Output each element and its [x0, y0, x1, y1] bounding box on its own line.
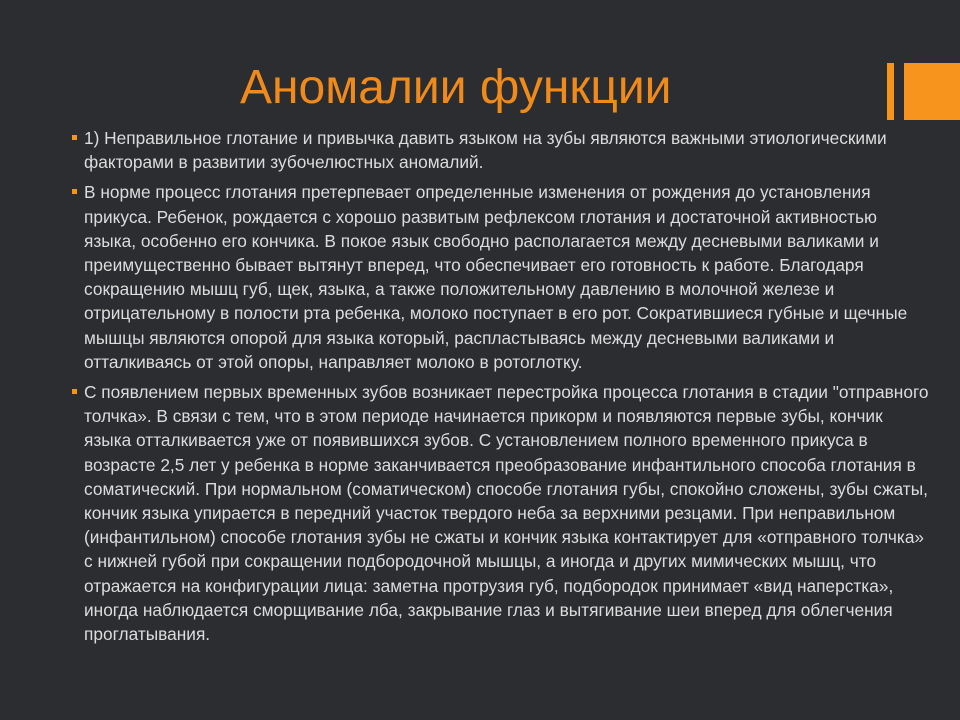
bullet-item [72, 126, 932, 174]
bullet-marker [72, 189, 77, 194]
accent-bar-thin [887, 63, 894, 120]
bullet-list [72, 126, 932, 652]
bullet-item [72, 380, 932, 646]
slide-title: Аномалии функции [240, 61, 672, 114]
bullet-text: 1) Неправильное глотание и привычка давить языком на зубы являются важными этиологическими факторами в развитии зубочелюстных аномалий. [84, 128, 887, 173]
bullet-text: В норме процесс глотания претерпевает определенные изменения от рождения до установления прикуса. Ребенок, рождается с хорошо развитым рефлексом глотания и достаточной активностью языка, особенно его кончика. В покое язык свободно располагается между десневыми валиками и преимущественно бывает вытянут вперед, что обеспечивает его готовность к работе. Благодаря сокращению мышц губ, щек, языка, а также положительному давлению в молочной железе и отрицательному в полости рта ребенка, молоко поступает в его рот. Сократившиеся губные и щечные мышцы являются опорой для языка который, распластываясь между десневыми валиками и отталкиваясь от этой опоры, направляет молоко в ротоглотку. [84, 182, 908, 372]
bullet-marker [72, 389, 77, 394]
bullet-item [72, 180, 932, 374]
bullet-marker [72, 135, 77, 140]
accent-bar-thick [904, 63, 960, 120]
bullet-text: С появлением первых временных зубов возникает перестройка процесса глотания в стадии "отправного толчка». В связи с тем, что в этом периоде начинается прикорм и появляются первые зубы, кончик языка отталкивается уже от появившихся зубов. С установлением полного временного прикуса в возрасте 2,5 лет у ребенка в норме заканчивается преобразование инфантильного способа глотания в соматический. При нормальном (соматическом) способе глотания губы, спокойно сложены, зубы сжаты, кончик языка упирается в передний участок твердого неба за верхними резцами. При неправильном (инфантильном) способе глотания зубы не сжаты и кончик языка контактирует для «отправного толчка» с нижней губой при сокращении подбородочной мышцы, а иногда и других мимических мышц, что отражается на конфигурации лица: заметна протрузия губ, подбородок принимает «вид наперстка», иногда наблюдается сморщивание лба, закрывание глаз и вытягивание шеи вперед для облегчения проглатывания. [84, 382, 929, 645]
